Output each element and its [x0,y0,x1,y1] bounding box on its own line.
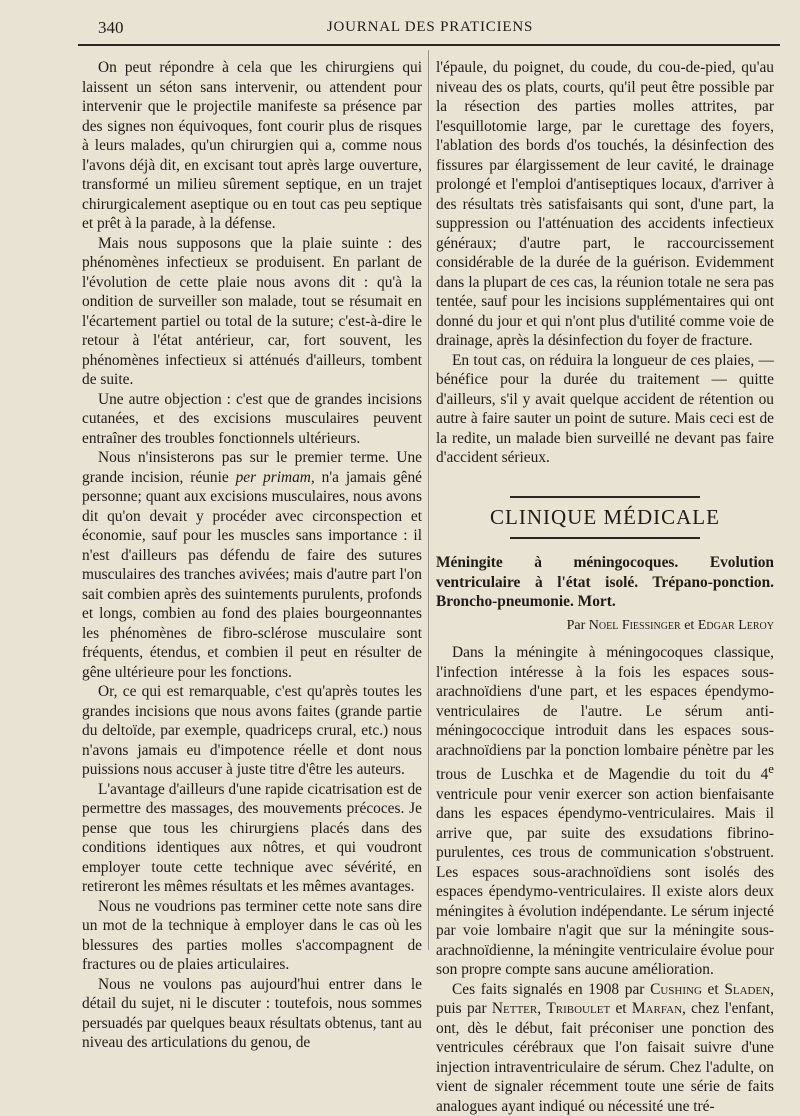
cited-author: Triboulet [546,1000,611,1018]
article-title: Méningite à méningocoques. Evolution ventriculaire à l'état isolé. Trépano-ponction. Broncho-pneumonie. Mort. [436,554,774,610]
text-run: Dans la méningite à méningocoques classique, l'infection intéresse à la fois les espaces sous-arachnoïdiens d'une part, et les espaces épendymo-ventriculaires de l'autre. Le sérum anti-méningococcique introduit dans les espaces sous-arachnoïdiens par la ponction lombaire pénètre par les trous de Luschka et de Magendie du toit du 4 [436,644,774,784]
paragraph [436,980,774,1116]
text-run: et [701,980,725,998]
text-run: n'a jamais gêné personne; quant aux excisions musculaires, nous avons dit qu'on devait y procéder avec circonspection et économie, sauf pour les muscles sans importance : il n'est d'ailleurs pas défendu de faire des sutures musculaires des tranches avivées; mais d'autre part l'on sait combien après des suintements purulents, profonds et longs, combien au fond des plaies bourgeonnantes les phénomènes de fibro-sclérose musculaire sont fréquents, étendus, et combien il peut en résulter de gêne ultérieure pour les fonctions. [82,468,422,681]
cited-author: Sladen, [724,980,774,998]
author-name: Edgar Leroy [697,617,774,633]
author-name: Noel Fiessinger [588,617,681,633]
text-run: , chez l'enfant, ont, dès le début, fait préconiser une ponction des ventricules cérébraux que l'on faisait suivre d'une injection intraventriculaire de sérum. Chez l'adulte, on vient de signaler récemment toute une série de faits analogues ayant indiqué ou nécessité une tré- [436,1000,774,1115]
superscript: e [768,762,774,776]
byline [436,616,774,636]
paragraph: Nous ne voudrions pas terminer cette note sans dire un mot de la technique à employer dans le cas où les blessures des parties molles s'accompagnent de fractures ou de plaies articulaires. [82,897,422,973]
paragraph: Une autre objection : c'est que de grandes incisions cutanées, et des excisions musculaires peuvent entraîner des troubles fonctionnels ultérieurs. [82,390,422,447]
paragraph: Or, ce qui est remarquable, c'est qu'après toutes les grandes incisions que nous avons faites (grande partie du deltoïde, par exemple, quadriceps crural, etc.) nous n'avons jamais eu d'impotence réelle et dont nous puissions nous accuser à juste titre d'être les auteurs. [82,683,422,778]
section-rule-top [510,496,700,498]
paragraph [82,448,422,682]
paragraph: l'épaule, du poignet, du coude, du cou-de-pied, qu'au niveau des os plats, courts, qu'il peut être possible par la résection des parties molles attrites, par l'esquillotomie large, par le curettage des foyers, l'ablation des bords d'os touchés, la désinfection des fissures par élargissement de leur cavité, le drainage prolongé et l'emploi d'antiseptiques locaux, d'arriver à des résultats très satisfaisants qui sont, d'une part, la suppression ou l'atténuation des accidents infectieux généraux; d'autre part, le raccourcissement considérable de la durée de la guérison. Evidemment dans la plupart de ces cas, la réunion totale ne sera pas tentée, sauf pour les incisions supplémentaires qui ont donné du jour et qui n'ont plus d'utilité comme voie de drainage, après la désinfection du foyer de fracture. [436,59,774,349]
cited-author: Netter [491,1000,538,1018]
text-run: Nous n'insisterons pas sur le premier terme. Une grande incision, réunie [82,449,422,486]
byline-conjunction: et [684,617,695,633]
section-rule-bottom [510,537,700,539]
text-run: Ces faits signalés en 1908 par [452,980,651,998]
page-number: 340 [98,18,124,37]
left-column [82,58,422,1053]
header-rule [78,44,780,46]
cited-author: Marfan [631,1000,683,1018]
section-heading-block [436,496,774,540]
text-run: ventricule pour venir exercer son action bienfaisante dans les espaces épendymo-ventriculaires. Mais il arrive que, par suite des exsudations fibrino-purulentes, ces trous de communication s'obstruent. Les espaces sous-arachnoïdiens sont isolés des espaces épendymo-ventriculaires. Il existe alors deux méningites à évolution indépendante. Le sérum injecté par voie lombaire n'agit que sur la méningite sous-arachnoïdienne, la méningite ventriculaire évolue pour son propre compte sans aucune amélioration. [436,785,774,979]
paragraph: En tout cas, on réduira la longueur de ces plaies, — bénéfice pour la durée du traitement — quitte d'ailleurs, s'il y avait quelque accident de rétention ou autre à faire sauter un point de suture. Mais ceci est de la redite, un malade bien surveillé ne devant pas faire d'accident sérieux. [436,351,774,466]
latin-phrase: per primam, [235,468,315,486]
text-run: puis par [436,1000,492,1018]
column-separator [428,50,429,950]
text-run: et [610,1000,632,1018]
paragraph: Mais nous supposons que la plaie suinte : des phénomènes infectieux se produisent. En parlant de l'évolution de cette plaie nous avons dit : qu'à la ondition de surveiller son malade, tout se résumait en l'écartement partiel ou total de la suture; c'est-à-dire le retour à l'état antérieur, car, fort souvent, les phénomènes infectieux si atténués d'ailleurs, tombent de suite. [82,234,422,388]
paragraph: On peut répondre à cela que les chirurgiens qui laissent un séton sans intervenir, ou attendent pour intervenir que le projectile manifeste sa présence par des signes non équivoques, font courir plus de risques à leurs malades, qu'un chirurgien qui a, comme nous l'avons déjà dit, en excisant tout après large ouverture, transformé un milieu sûrement septique, en un trajet chirurgicalement aseptique ou en tout cas peu septique et prêt à la parade, à la défense. [82,59,422,232]
section-title: CLINIQUE MÉDICALE [490,504,720,529]
page-header [80,14,780,42]
text-run: , [537,1000,547,1018]
right-column [436,58,774,1116]
paragraph: L'avantage d'ailleurs d'une rapide cicatrisation est de permettre des massages, des mouvements précoces. Je pense que tous les chirurgiens placés dans des conditions identiques aux nôtres, et qui voudront employer toute cette technique avec sévérité, en retireront les mêmes résultats et les mêmes avantages. [82,780,422,895]
paragraph: Nous ne voulons pas aujourd'hui entrer dans le détail du sujet, ni le discuter : toutefois, nous sommes persuadés par quelques beaux résultats obtenus, tant au niveau des articulations du genou, de [82,975,422,1051]
journal-title: JOURNAL DES PRATICIENS [326,19,534,35]
byline-prefix: Par [566,617,586,633]
cited-author: Cushing [650,980,702,998]
paragraph [436,643,774,980]
